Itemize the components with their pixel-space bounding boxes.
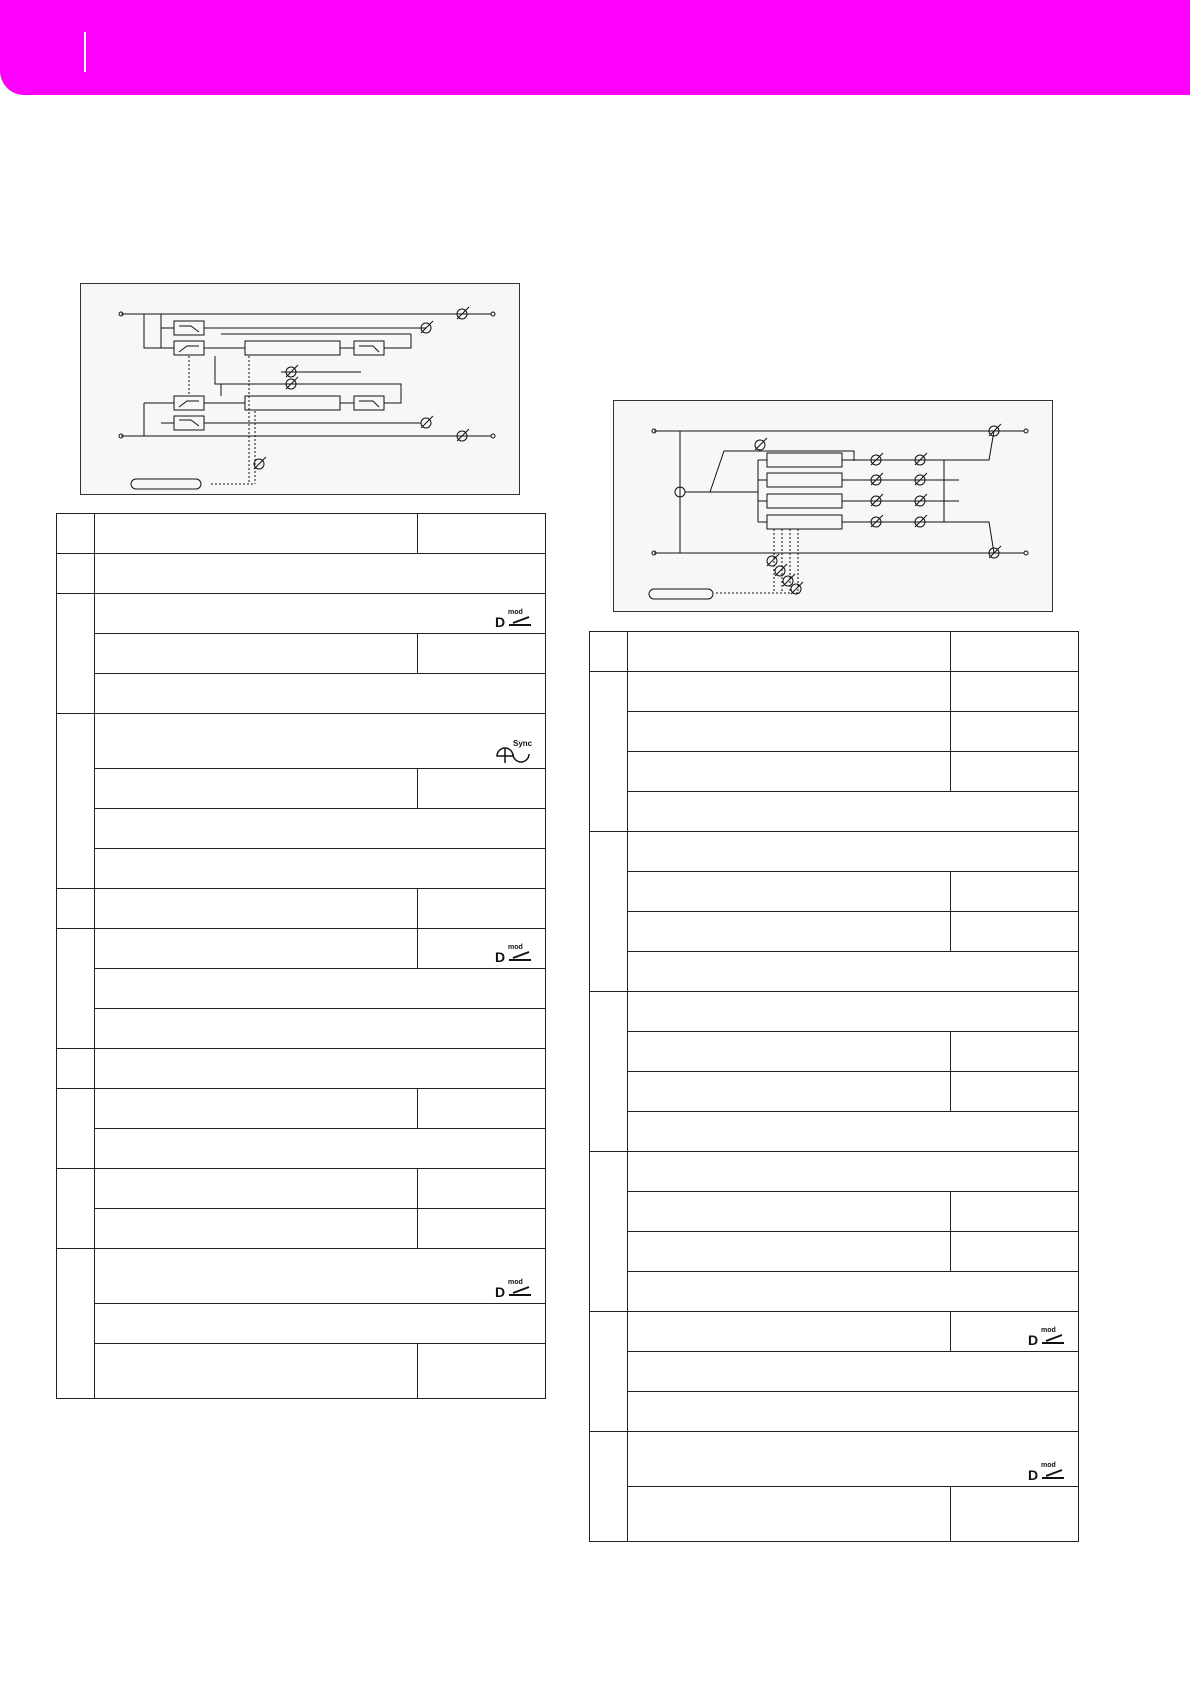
- header-rule: [84, 32, 86, 72]
- right-block-diagram: [613, 400, 1053, 612]
- table-cell: [418, 1344, 546, 1399]
- table-cell: [95, 514, 418, 554]
- table-cell: [951, 912, 1079, 952]
- table-cell: [628, 632, 951, 672]
- table-cell: [628, 1112, 1079, 1152]
- table-cell: [57, 889, 95, 929]
- table-cell: [628, 952, 1079, 992]
- table-cell: [95, 1049, 546, 1089]
- table-cell: [628, 712, 951, 752]
- table-cell: [418, 634, 546, 674]
- table-cell: [57, 594, 95, 714]
- table-cell: [628, 1432, 1079, 1487]
- table-cell: [590, 632, 628, 672]
- table-cell: [628, 1152, 1079, 1192]
- table-cell: [628, 752, 951, 792]
- table-cell: [628, 1487, 951, 1542]
- dmod-icon: D mod: [1028, 1329, 1068, 1347]
- table-cell: [628, 1232, 951, 1272]
- table-cell: [628, 1272, 1079, 1312]
- table-cell: [95, 1209, 418, 1249]
- table-cell: [951, 712, 1079, 752]
- table-cell: [951, 1032, 1079, 1072]
- table-cell: [95, 554, 546, 594]
- table-cell: [418, 1209, 546, 1249]
- left-parameter-table: [56, 513, 546, 1399]
- dmod-icon: D mod: [495, 946, 535, 964]
- table-cell: [57, 1049, 95, 1089]
- table-cell: [628, 1032, 951, 1072]
- table-cell: [95, 594, 546, 634]
- table-cell: [418, 889, 546, 929]
- table-cell: [628, 1072, 951, 1112]
- table-cell: [628, 672, 951, 712]
- table-cell: [951, 672, 1079, 712]
- table-cell: [418, 1089, 546, 1129]
- table-cell: [951, 1192, 1079, 1232]
- table-cell: [628, 792, 1079, 832]
- table-cell: [951, 1232, 1079, 1272]
- table-cell: [628, 912, 951, 952]
- table-cell: [628, 832, 1079, 872]
- left-block-diagram: [80, 283, 520, 495]
- table-cell: [418, 1169, 546, 1209]
- table-cell: [95, 1089, 418, 1129]
- table-cell: [57, 714, 95, 889]
- table-cell: [95, 849, 546, 889]
- table-cell: [95, 1169, 418, 1209]
- table-cell: [628, 1392, 1079, 1432]
- table-cell: [95, 1249, 546, 1304]
- table-cell: [628, 1312, 951, 1352]
- right-parameter-table: [589, 631, 1079, 1542]
- table-cell: [95, 634, 418, 674]
- table-cell: [57, 554, 95, 594]
- table-cell: [628, 1352, 1079, 1392]
- header-bar: [0, 0, 1190, 95]
- table-cell: [95, 809, 546, 849]
- table-cell: [951, 1072, 1079, 1112]
- table-cell: [951, 872, 1079, 912]
- table-cell: [57, 1169, 95, 1249]
- table-cell: [57, 514, 95, 554]
- table-cell: [590, 832, 628, 992]
- table-cell: [57, 1089, 95, 1169]
- table-cell: [95, 769, 418, 809]
- table-cell: [590, 1312, 628, 1432]
- table-cell: [590, 672, 628, 832]
- table-cell: [951, 1312, 1079, 1352]
- table-cell: [590, 992, 628, 1152]
- table-cell: [57, 929, 95, 1049]
- table-cell: [95, 1129, 546, 1169]
- table-cell: [628, 872, 951, 912]
- table-cell: [590, 1432, 628, 1542]
- table-cell: [418, 769, 546, 809]
- table-cell: [951, 752, 1079, 792]
- table-cell: [628, 992, 1079, 1032]
- table-cell: [628, 1192, 951, 1232]
- table-cell: [95, 1304, 546, 1344]
- table-cell: [57, 1249, 95, 1399]
- table-cell: [95, 1344, 418, 1399]
- dmod-icon: D mod: [495, 611, 535, 629]
- table-cell: [95, 969, 546, 1009]
- table-cell: [95, 929, 418, 969]
- table-cell: [590, 1152, 628, 1312]
- table-cell: [95, 889, 418, 929]
- dmod-icon: D mod: [1028, 1464, 1068, 1482]
- sync-icon: Sync: [495, 740, 535, 764]
- table-cell: [951, 1487, 1079, 1542]
- table-cell: [418, 929, 546, 969]
- table-cell: [418, 514, 546, 554]
- table-cell: [951, 632, 1079, 672]
- table-cell: [95, 714, 546, 769]
- dmod-icon: D mod: [495, 1281, 535, 1299]
- table-cell: [95, 674, 546, 714]
- table-cell: [95, 1009, 546, 1049]
